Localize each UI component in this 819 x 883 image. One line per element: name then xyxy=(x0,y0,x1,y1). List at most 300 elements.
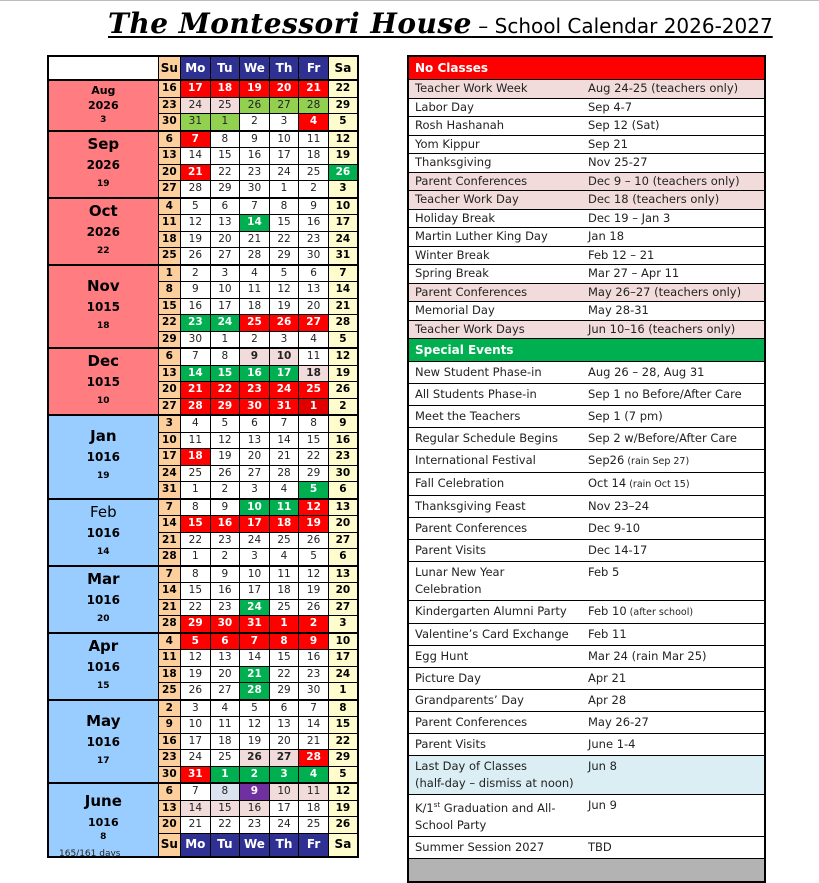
day-cell: 22 xyxy=(328,80,358,97)
event-name-cell xyxy=(409,496,588,517)
day-cell: 19 xyxy=(328,365,358,382)
day-cell: 19 xyxy=(328,148,358,165)
event-date-cell xyxy=(588,428,764,449)
day-cell: 14 xyxy=(181,365,211,382)
day-cell: 15 xyxy=(181,583,211,600)
day-cell: 22 xyxy=(181,532,211,549)
day-cell: 25 xyxy=(269,532,299,549)
day-cell: 27 xyxy=(299,315,329,332)
day-cell: 17 xyxy=(328,215,358,232)
month-school-days: 14 xyxy=(97,546,110,557)
day-cell: 23 xyxy=(158,750,180,767)
day-cell: 23 xyxy=(299,231,329,248)
day-cell: 14 xyxy=(158,516,180,533)
month-year: 1015 xyxy=(86,299,121,314)
day-cell: 21 xyxy=(240,666,270,683)
day-cell: 5 xyxy=(210,415,240,432)
month-name: Sep xyxy=(87,134,120,153)
day-cell: 6 xyxy=(328,482,358,499)
month-year: 1016 xyxy=(88,816,119,830)
event-date-cell xyxy=(588,496,764,517)
day-cell: 2 xyxy=(158,700,180,717)
weekday-header-sa: Sa xyxy=(328,833,358,857)
day-cell: 1 xyxy=(210,114,240,131)
day-cell: 10 xyxy=(328,198,358,215)
event-date-cell xyxy=(588,758,764,792)
day-cell: 22 xyxy=(210,164,240,181)
event-date: TBD xyxy=(588,839,612,854)
day-cell: 21 xyxy=(240,231,270,248)
day-cell: 16 xyxy=(158,80,180,97)
weekday-header-mo: Mo xyxy=(181,56,211,80)
day-cell: 15 xyxy=(328,717,358,734)
day-cell: 12 xyxy=(181,650,211,667)
day-cell: 19 xyxy=(240,80,270,97)
special-event-row xyxy=(409,795,764,837)
day-cell: 12 xyxy=(181,215,211,232)
event-name-cell xyxy=(409,690,588,711)
month-name: Apr xyxy=(88,636,119,655)
day-cell: 7 xyxy=(181,131,211,148)
day-cell: 29 xyxy=(328,750,358,767)
day-cell: 15 xyxy=(210,148,240,165)
event-name: Egg Hunt xyxy=(415,649,469,663)
day-cell: 2 xyxy=(240,114,270,131)
event-date-cell xyxy=(588,690,764,711)
event-date-cell xyxy=(588,540,764,561)
day-cell: 18 xyxy=(299,365,329,382)
day-cell: 29 xyxy=(210,398,240,415)
day-cell: 6 xyxy=(299,265,329,282)
no-class-date: Dec 19 – Jan 3 xyxy=(588,210,671,225)
day-cell: 22 xyxy=(299,449,329,466)
month-label-aug xyxy=(48,80,158,131)
event-name: All Students Phase-in xyxy=(415,387,537,401)
day-cell: 3 xyxy=(210,265,240,282)
day-cell: 17 xyxy=(269,365,299,382)
day-cell: 30 xyxy=(240,181,270,198)
day-cell: 21 xyxy=(299,733,329,750)
event-date: Sep 1 no Before/After Care xyxy=(588,387,742,401)
no-class-name: Thanksgiving xyxy=(415,155,492,169)
day-cell: 22 xyxy=(210,382,240,399)
weekday-header-mo: Mo xyxy=(181,833,211,857)
day-cell: 29 xyxy=(158,331,180,348)
day-cell: 2 xyxy=(240,766,270,783)
weekday-header-we: We xyxy=(240,833,270,857)
month-year: 2026 xyxy=(88,98,119,112)
day-cell: 27 xyxy=(158,398,180,415)
day-cell: 8 xyxy=(299,415,329,432)
day-cell: 9 xyxy=(181,282,211,299)
no-class-date: Sep 4-7 xyxy=(588,99,633,114)
day-cell: 20 xyxy=(328,516,358,533)
day-cell: 18 xyxy=(240,298,270,315)
event-name: K/1 xyxy=(415,800,434,815)
no-class-row xyxy=(409,302,764,321)
event-date-cell xyxy=(588,406,764,427)
day-cell: 30 xyxy=(299,248,329,265)
special-event-row xyxy=(409,362,764,384)
day-cell: 2 xyxy=(299,181,329,198)
day-cell: 28 xyxy=(158,549,180,566)
month-name: June xyxy=(84,792,122,811)
event-name-cell xyxy=(409,624,588,645)
day-cell: 26 xyxy=(328,164,358,181)
day-cell: 8 xyxy=(269,633,299,650)
month-year: 2026 xyxy=(86,157,121,172)
day-cell: 26 xyxy=(269,315,299,332)
month-label-feb xyxy=(48,499,158,566)
day-cell: 13 xyxy=(158,365,180,382)
day-cell: 12 xyxy=(210,432,240,449)
event-name-cell xyxy=(409,473,588,495)
special-event-row xyxy=(409,450,764,473)
day-cell: 12 xyxy=(299,566,329,583)
month-label-jan xyxy=(48,415,158,499)
month-label-june xyxy=(48,783,158,857)
day-cell: 26 xyxy=(240,750,270,767)
event-name-cell xyxy=(409,712,588,733)
day-cell: 13 xyxy=(299,282,329,299)
event-name: Kindergarten Alumni Party xyxy=(415,604,567,618)
day-cell: 1 xyxy=(299,398,329,415)
day-cell: 14 xyxy=(240,650,270,667)
day-cell: 17 xyxy=(328,650,358,667)
event-date: Feb 10 xyxy=(588,604,627,618)
special-event-row xyxy=(409,473,764,496)
month-school-days: 17 xyxy=(97,755,110,766)
no-class-date: Dec 9 – 10 (teachers only) xyxy=(588,173,740,188)
event-date: Nov 23–24 xyxy=(588,499,650,513)
day-cell: 8 xyxy=(328,700,358,717)
day-cell: 4 xyxy=(210,700,240,717)
month-label-apr xyxy=(48,633,158,700)
event-name-cell xyxy=(409,646,588,667)
event-name: Fall Celebration xyxy=(415,476,505,490)
special-event-row xyxy=(409,601,764,624)
day-cell: 21 xyxy=(181,817,211,834)
day-cell: 2 xyxy=(299,616,329,633)
day-cell: 24 xyxy=(240,532,270,549)
day-cell: 3 xyxy=(181,700,211,717)
page-title xyxy=(108,7,773,43)
week-row xyxy=(48,348,358,365)
day-cell: 18 xyxy=(269,583,299,600)
special-events-list xyxy=(409,362,764,859)
event-date-note: (after school) xyxy=(626,607,694,618)
day-cell: 24 xyxy=(328,666,358,683)
month-year: 1016 xyxy=(86,450,121,465)
day-cell: 26 xyxy=(328,817,358,834)
day-cell: 5 xyxy=(269,265,299,282)
day-cell: 30 xyxy=(181,331,211,348)
day-cell: 5 xyxy=(328,766,358,783)
event-date-cell xyxy=(588,837,764,858)
no-class-row xyxy=(409,154,764,173)
event-name-cell xyxy=(409,564,588,598)
day-cell: 8 xyxy=(210,783,240,800)
month-label-nov xyxy=(48,265,158,349)
month-school-days: 18 xyxy=(97,320,110,331)
day-cell: 16 xyxy=(328,432,358,449)
event-date: Oct 14 xyxy=(588,476,627,490)
day-cell: 21 xyxy=(158,599,180,616)
day-cell: 11 xyxy=(158,215,180,232)
day-cell: 23 xyxy=(240,817,270,834)
day-cell: 7 xyxy=(299,700,329,717)
day-cell: 4 xyxy=(158,198,180,215)
day-cell: 3 xyxy=(269,331,299,348)
day-cell: 10 xyxy=(158,432,180,449)
day-cell: 23 xyxy=(299,666,329,683)
weekday-header-tu: Tu xyxy=(210,833,240,857)
day-cell: 5 xyxy=(181,198,211,215)
day-cell: 14 xyxy=(328,282,358,299)
day-cell: 24 xyxy=(181,750,211,767)
event-date: Sep26 xyxy=(588,453,625,467)
day-cell: 25 xyxy=(210,750,240,767)
day-cell: 31 xyxy=(328,248,358,265)
event-name-cell xyxy=(409,406,588,427)
event-name: Valentine’s Card Exchange xyxy=(415,627,569,641)
day-cell: 31 xyxy=(181,114,211,131)
header-blank-cell xyxy=(48,56,158,80)
no-class-row xyxy=(409,99,764,118)
no-class-date: Sep 12 (Sat) xyxy=(588,118,660,132)
day-cell: 23 xyxy=(181,315,211,332)
day-cell: 4 xyxy=(240,265,270,282)
day-cell: 18 xyxy=(210,80,240,97)
no-class-row xyxy=(409,191,764,210)
day-cell: 30 xyxy=(158,114,180,131)
day-cell: 8 xyxy=(210,348,240,365)
day-cell: 21 xyxy=(328,298,358,315)
day-cell: 24 xyxy=(269,164,299,181)
event-name-cell xyxy=(409,450,588,472)
day-cell: 9 xyxy=(328,415,358,432)
day-cell: 10 xyxy=(181,717,211,734)
day-cell: 11 xyxy=(299,131,329,148)
day-cell: 26 xyxy=(328,382,358,399)
day-cell: 12 xyxy=(299,499,329,516)
day-cell: 18 xyxy=(158,231,180,248)
day-cell: 11 xyxy=(158,650,180,667)
events-panel xyxy=(407,55,766,883)
event-date: Feb 5 xyxy=(588,565,620,579)
no-class-date: May 26–27 (teachers only) xyxy=(588,284,742,299)
month-name: Dec xyxy=(87,352,120,370)
special-event-row xyxy=(409,406,764,428)
day-cell: 5 xyxy=(240,700,270,717)
day-cell: 15 xyxy=(269,215,299,232)
day-cell: 11 xyxy=(299,348,329,365)
day-cell: 12 xyxy=(328,348,358,365)
day-cell: 4 xyxy=(299,331,329,348)
day-cell: 11 xyxy=(269,499,299,516)
day-cell: 23 xyxy=(210,532,240,549)
weekday-header-su: Su xyxy=(158,56,180,80)
event-name: Parent Visits xyxy=(415,737,486,751)
day-cell: 24 xyxy=(210,315,240,332)
event-name: Grandparents’ Day xyxy=(415,693,524,707)
day-cell: 11 xyxy=(210,717,240,734)
event-name: International Festival xyxy=(415,453,536,467)
day-cell: 8 xyxy=(181,499,211,516)
day-cell: 18 xyxy=(269,516,299,533)
day-cell: 17 xyxy=(240,583,270,600)
month-name: May xyxy=(86,711,121,730)
day-cell: 24 xyxy=(181,97,211,114)
event-date-note: (rain Sep 27) xyxy=(624,456,690,467)
day-cell: 12 xyxy=(240,717,270,734)
day-cell: 7 xyxy=(240,198,270,215)
event-name: Lunar New Year xyxy=(415,565,505,579)
month-name: Nov xyxy=(86,276,120,295)
day-cell: 2 xyxy=(328,398,358,415)
day-cell: 20 xyxy=(210,231,240,248)
no-class-name: Holiday Break xyxy=(415,210,496,225)
month-name: Aug xyxy=(91,83,116,97)
event-name-line2: School Party xyxy=(415,817,487,832)
day-cell: 11 xyxy=(299,783,329,800)
day-cell: 10 xyxy=(240,566,270,583)
event-name-cell xyxy=(409,797,588,834)
day-cell: 8 xyxy=(210,131,240,148)
event-date-cell xyxy=(588,564,764,598)
month-school-days: 15 xyxy=(97,680,110,691)
event-date: Apr 28 xyxy=(588,693,627,707)
no-class-row xyxy=(409,247,764,266)
event-name: Summer Session 2027 xyxy=(415,839,545,854)
day-cell: 17 xyxy=(181,80,211,97)
day-cell: 28 xyxy=(158,616,180,633)
day-cell: 20 xyxy=(158,817,180,834)
day-cell: 10 xyxy=(240,499,270,516)
no-class-date: Jun 10–16 (teachers only) xyxy=(588,321,736,336)
day-cell: 13 xyxy=(328,499,358,516)
day-cell: 5 xyxy=(328,114,358,131)
day-cell: 2 xyxy=(240,331,270,348)
no-class-date: Nov 25-27 xyxy=(588,155,648,169)
day-cell: 13 xyxy=(210,650,240,667)
no-class-date: Aug 24-25 (teachers only) xyxy=(588,81,739,95)
day-cell: 16 xyxy=(210,516,240,533)
day-cell: 27 xyxy=(240,465,270,482)
no-class-name: Teacher Work Days xyxy=(415,321,525,336)
day-cell: 23 xyxy=(210,599,240,616)
day-cell: 7 xyxy=(158,499,180,516)
weekday-header-sa: Sa xyxy=(328,56,358,80)
day-cell: 14 xyxy=(181,148,211,165)
day-cell: 22 xyxy=(328,733,358,750)
day-cell: 15 xyxy=(299,432,329,449)
month-name: Mar xyxy=(87,569,120,588)
day-cell: 25 xyxy=(269,599,299,616)
day-cell: 6 xyxy=(210,633,240,650)
day-cell: 16 xyxy=(299,650,329,667)
day-cell: 2 xyxy=(210,549,240,566)
day-cell: 7 xyxy=(158,566,180,583)
no-class-name: Parent Conferences xyxy=(415,284,528,299)
event-date: Dec 9-10 xyxy=(588,521,641,535)
days-count-note: 165/161 days xyxy=(59,849,121,859)
day-cell: 9 xyxy=(240,131,270,148)
day-cell: 25 xyxy=(240,315,270,332)
event-name: Regular Schedule Begins xyxy=(415,431,559,445)
weekday-header-fr: Fr xyxy=(299,833,329,857)
month-name: Oct xyxy=(88,201,118,220)
event-date-cell xyxy=(588,734,764,755)
special-event-row xyxy=(409,428,764,450)
day-cell: 3 xyxy=(269,766,299,783)
weekday-header-tu: Tu xyxy=(210,56,240,80)
day-cell: 25 xyxy=(299,817,329,834)
special-event-row xyxy=(409,540,764,562)
event-date-cell xyxy=(588,797,764,834)
event-date: Dec 14-17 xyxy=(588,543,648,557)
day-cell: 17 xyxy=(158,449,180,466)
event-date-cell xyxy=(588,712,764,733)
day-cell: 10 xyxy=(269,783,299,800)
no-class-row xyxy=(409,80,764,99)
day-cell: 20 xyxy=(158,164,180,181)
day-cell: 22 xyxy=(269,231,299,248)
day-cell: 16 xyxy=(299,215,329,232)
event-date: Jun 9 xyxy=(588,798,617,812)
day-cell: 3 xyxy=(328,616,358,633)
day-cell: 18 xyxy=(299,148,329,165)
day-cell: 20 xyxy=(158,382,180,399)
no-class-date: Sep 21 xyxy=(588,136,628,151)
month-year: 1016 xyxy=(86,659,121,674)
day-cell: 3 xyxy=(240,482,270,499)
day-cell: 17 xyxy=(269,800,299,817)
day-cell: 29 xyxy=(269,683,299,700)
day-cell: 19 xyxy=(299,516,329,533)
day-cell: 4 xyxy=(181,415,211,432)
day-cell: 10 xyxy=(328,633,358,650)
special-event-row xyxy=(409,734,764,756)
week-row xyxy=(48,633,358,650)
no-class-name: Martin Luther King Day xyxy=(415,229,548,243)
day-cell: 9 xyxy=(299,198,329,215)
day-cell: 10 xyxy=(269,131,299,148)
event-date: Sep 2 w/Before/After Care xyxy=(588,431,737,445)
day-cell: 28 xyxy=(181,398,211,415)
no-class-date: Mar 27 – Apr 11 xyxy=(588,266,680,280)
day-cell: 13 xyxy=(210,215,240,232)
day-cell: 17 xyxy=(269,148,299,165)
month-school-days: 19 xyxy=(97,471,110,482)
day-cell: 9 xyxy=(240,348,270,365)
day-cell: 19 xyxy=(181,666,211,683)
event-date-cell xyxy=(588,668,764,689)
day-cell: 20 xyxy=(299,298,329,315)
day-cell: 28 xyxy=(240,683,270,700)
day-cell: 23 xyxy=(240,382,270,399)
day-cell: 27 xyxy=(328,532,358,549)
day-cell: 28 xyxy=(299,97,329,114)
event-name-line2: (half-day – dismiss at noon) xyxy=(415,776,574,790)
day-cell: 27 xyxy=(210,683,240,700)
day-cell: 4 xyxy=(299,114,329,131)
day-cell: 28 xyxy=(181,181,211,198)
special-event-row xyxy=(409,518,764,540)
day-cell: 13 xyxy=(158,800,180,817)
day-cell: 9 xyxy=(240,783,270,800)
day-cell: 2 xyxy=(210,482,240,499)
